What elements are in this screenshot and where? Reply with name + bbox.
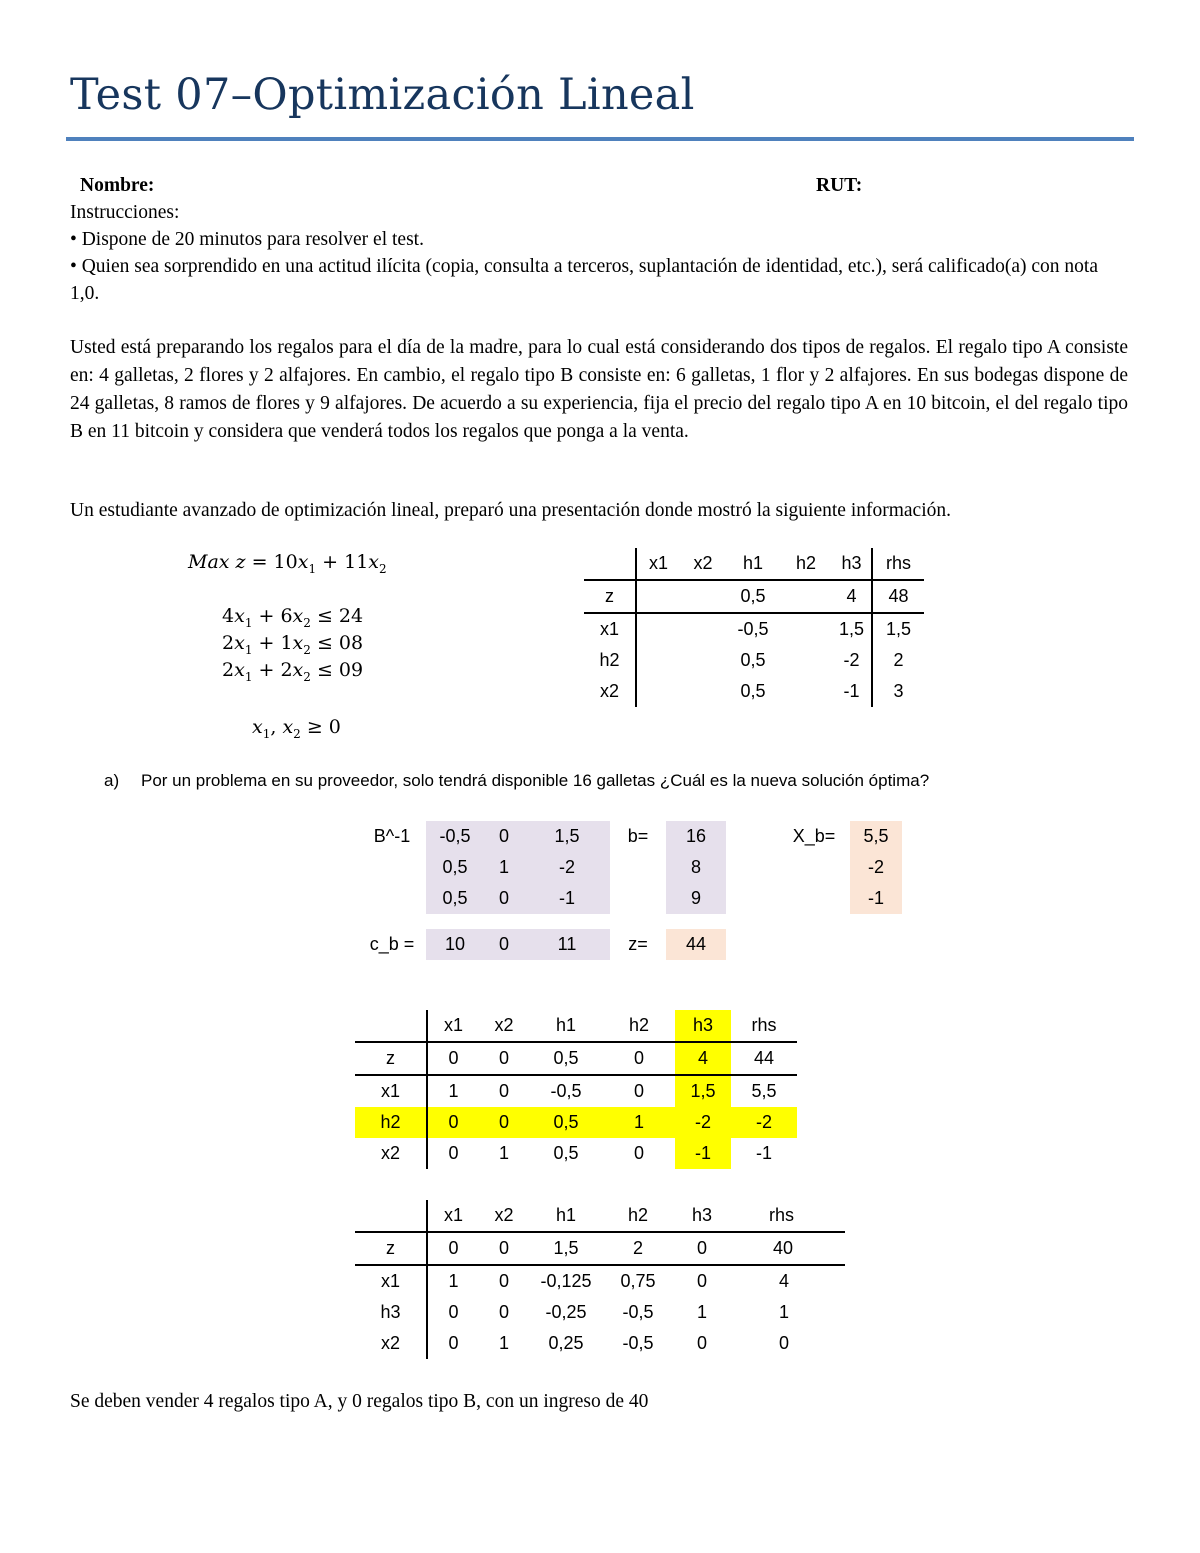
table-cell: 0 bbox=[696, 1333, 707, 1353]
table-cell bbox=[355, 1200, 427, 1232]
table-cell: rhs bbox=[731, 1200, 845, 1232]
table-cell bbox=[636, 580, 680, 613]
question-label: a) bbox=[104, 771, 120, 790]
matrix-cell: 1 bbox=[484, 852, 524, 883]
table-cell: h2 bbox=[603, 1010, 675, 1042]
table-cell: 3 bbox=[872, 676, 924, 707]
table-cell: 0 bbox=[498, 1271, 509, 1291]
table-cell: 0,5 bbox=[553, 1143, 579, 1163]
conclusion: Se deben vender 4 regalos tipo A, y 0 regalos tipo B, con un ingreso de 40 bbox=[70, 1391, 649, 1412]
table-cell: 4 bbox=[832, 580, 872, 613]
table-cell: 40 bbox=[731, 1232, 845, 1265]
table-cell bbox=[680, 676, 726, 707]
table-cell: 0,25 bbox=[548, 1333, 584, 1353]
tableau-initial bbox=[584, 548, 924, 707]
table-cell: h3 bbox=[673, 1200, 731, 1232]
table-cell bbox=[584, 548, 636, 580]
table-row bbox=[584, 676, 924, 707]
table-row bbox=[355, 1328, 845, 1359]
table-cell: 1 bbox=[498, 1333, 509, 1353]
table-cell: -0,5 bbox=[737, 619, 769, 639]
table-cell bbox=[780, 580, 832, 613]
table-cell bbox=[780, 613, 832, 645]
table-cell: 1 bbox=[498, 1143, 509, 1163]
instruction-item: • Dispone de 20 minutos para resolver el test. bbox=[70, 229, 424, 250]
matrix-cell: 0 bbox=[484, 821, 524, 852]
table-cell: 0,75 bbox=[620, 1271, 656, 1291]
table-row bbox=[355, 1232, 845, 1265]
matrix-row bbox=[358, 883, 902, 914]
table-cell: x2 bbox=[479, 1200, 529, 1232]
table-cell: x1 bbox=[427, 1200, 479, 1232]
nonnegativity-constraint: $x_1$, $x_2 \ge 0$ bbox=[252, 716, 341, 741]
table-cell: h2 bbox=[599, 650, 620, 670]
table-row bbox=[355, 1138, 797, 1169]
table-cell: 48 bbox=[872, 580, 924, 613]
matrix-row bbox=[358, 929, 902, 960]
table-cell: 0 bbox=[779, 1333, 790, 1353]
table-cell: 0 bbox=[673, 1232, 731, 1265]
table-cell: h3 bbox=[675, 1010, 731, 1042]
matrix-cell: 8 bbox=[666, 852, 726, 883]
table-header-row bbox=[584, 548, 924, 580]
matrix-cell: 9 bbox=[666, 883, 726, 914]
table-cell: -0,125 bbox=[540, 1271, 592, 1291]
table-cell: 1 bbox=[603, 1107, 675, 1138]
table-cell: 0 bbox=[479, 1232, 529, 1265]
table-cell: rhs bbox=[872, 548, 924, 580]
table-cell: -0,5 bbox=[622, 1333, 654, 1353]
table-cell: x2 bbox=[680, 548, 726, 580]
constraint-2: $2x_1 + 1x_2 \le 08$ bbox=[222, 632, 364, 657]
table-cell: 0,5 bbox=[726, 580, 780, 613]
table-header-row bbox=[355, 1200, 845, 1232]
intro-paragraph: Un estudiante avanzado de optimización lineal, preparó una presentación donde mostró la siguiente información. bbox=[70, 500, 951, 521]
tableau-final bbox=[355, 1200, 845, 1359]
nombre-label: Nombre: bbox=[80, 175, 155, 196]
table-cell: x1 bbox=[380, 1081, 400, 1101]
table-cell bbox=[680, 645, 726, 676]
table-cell: -1 bbox=[843, 681, 860, 701]
matrix-cell: -2 bbox=[524, 852, 610, 883]
table-cell: h2 bbox=[780, 548, 832, 580]
title-underline bbox=[66, 137, 1134, 141]
table-cell: 0 bbox=[427, 1107, 479, 1138]
table-cell: h1 bbox=[529, 1200, 603, 1232]
xb-label: X_b= bbox=[792, 826, 836, 846]
table-cell: 0,5 bbox=[529, 1042, 603, 1075]
table-cell: x2 bbox=[380, 1333, 400, 1353]
table-cell: z bbox=[584, 580, 636, 613]
table-cell: 0 bbox=[427, 1232, 479, 1265]
table-cell: 0 bbox=[633, 1143, 644, 1163]
table-cell: x2 bbox=[479, 1010, 529, 1042]
matrix-cell: 0 bbox=[484, 929, 524, 960]
instructions-heading: Instrucciones: bbox=[70, 202, 180, 223]
table-cell: 0 bbox=[427, 1328, 479, 1359]
table-header-row bbox=[355, 1010, 797, 1042]
page-title: Test 07–Optimización Lineal bbox=[70, 70, 695, 120]
table-row bbox=[355, 1265, 845, 1297]
table-cell: z bbox=[355, 1232, 427, 1265]
table-cell: 0,5 bbox=[740, 650, 766, 670]
matrix-cell: 0,5 bbox=[426, 852, 484, 883]
rut-label: RUT: bbox=[816, 175, 863, 196]
table-cell: 1,5 bbox=[529, 1232, 603, 1265]
matrix-block bbox=[358, 821, 902, 960]
matrix-row bbox=[358, 821, 902, 852]
z-label: z= bbox=[628, 934, 648, 954]
b-label: b= bbox=[627, 826, 649, 846]
matrix-cell: 1,5 bbox=[524, 821, 610, 852]
table-cell: -2 bbox=[843, 650, 860, 670]
instruction-item: • Quien sea sorprendido en una actitud ilícita (copia, consulta a terceros, suplantación de identidad, etc.), será calificado(a) con nota 1,0. bbox=[70, 256, 1098, 304]
table-cell: 0 bbox=[479, 1042, 529, 1075]
table-cell: h1 bbox=[726, 548, 780, 580]
table-cell: 2 bbox=[872, 645, 924, 676]
table-cell: 1 bbox=[427, 1075, 479, 1107]
table-cell bbox=[780, 676, 832, 707]
table-cell: 1 bbox=[696, 1302, 707, 1322]
table-cell: 0,5 bbox=[529, 1107, 603, 1138]
matrix-cell: -1 bbox=[850, 883, 902, 914]
table-cell: x2 bbox=[380, 1143, 400, 1163]
table-cell: 0,5 bbox=[740, 681, 766, 701]
table-cell: -2 bbox=[731, 1107, 797, 1138]
table-cell: 0 bbox=[498, 1302, 509, 1322]
table-cell: x1 bbox=[636, 548, 680, 580]
question-text: Por un problema en su proveedor, solo tendrá disponible 16 galletas ¿Cuál es la nueva solución óptima? bbox=[141, 771, 930, 790]
table-cell: 0 bbox=[498, 1081, 509, 1101]
table-row-pivot bbox=[355, 1107, 797, 1138]
table-cell: x1 bbox=[380, 1271, 400, 1291]
table-row bbox=[584, 613, 924, 645]
table-cell: 1 bbox=[779, 1302, 790, 1322]
table-cell: h2 bbox=[603, 1200, 673, 1232]
table-cell: 0 bbox=[696, 1271, 707, 1291]
matrix-cell: -1 bbox=[524, 883, 610, 914]
problem-statement: Usted está preparando los regalos para el día de la madre, para lo cual está considerando dos tipos de regalos. El regalo tipo A consiste en: 4 galletas, 2 flores y 2 alfajores. En cambio, el regalo tipo B consiste en: 6 galletas, 1 flor y 2 alfajores. En sus bodegas dispone de 24 galletas, 8 ramos de flores y 9 alfajores. De acuerdo a su experiencia, fija el precio del regalo tipo A en 10 bitcoin, el del regalo tipo B en 11 bitcoin y considera que venderá todos los regalos que ponga a la venta. bbox=[70, 337, 1128, 442]
matrix-cell: 10 bbox=[426, 929, 484, 960]
table-cell bbox=[355, 1010, 427, 1042]
matrix-cell: -0,5 bbox=[426, 821, 484, 852]
table-cell: -2 bbox=[675, 1107, 731, 1138]
table-cell: x1 bbox=[427, 1010, 479, 1042]
table-cell: x2 bbox=[599, 681, 619, 701]
tableau-updated bbox=[355, 1010, 797, 1169]
table-cell: -0,5 bbox=[622, 1302, 654, 1322]
table-cell: -1 bbox=[675, 1138, 731, 1169]
constraint-3: $2x_1 + 2x_2 \le 09$ bbox=[222, 659, 364, 684]
table-cell: 0 bbox=[603, 1042, 675, 1075]
table-cell: 4 bbox=[675, 1042, 731, 1075]
table-cell bbox=[636, 613, 680, 645]
table-cell: h1 bbox=[529, 1010, 603, 1042]
table-cell: h3 bbox=[832, 548, 872, 580]
table-cell: 1 bbox=[427, 1265, 479, 1297]
table-cell: h3 bbox=[380, 1302, 401, 1322]
table-row bbox=[355, 1075, 797, 1107]
matrix-cell: 11 bbox=[524, 929, 610, 960]
table-cell: z bbox=[355, 1042, 427, 1075]
table-cell bbox=[680, 580, 726, 613]
table-cell: -0,25 bbox=[545, 1302, 587, 1322]
matrix-cell: 0 bbox=[484, 883, 524, 914]
matrix-cell: 44 bbox=[666, 929, 726, 960]
table-cell: 1,5 bbox=[838, 619, 865, 639]
table-cell: 1,5 bbox=[872, 613, 924, 645]
table-cell: x1 bbox=[599, 619, 619, 639]
table-cell: h2 bbox=[355, 1107, 427, 1138]
table-row bbox=[355, 1042, 797, 1075]
matrix-cell: 16 bbox=[666, 821, 726, 852]
cb-label: c_b = bbox=[369, 934, 415, 954]
matrix-cell: 5,5 bbox=[850, 821, 902, 852]
table-cell: rhs bbox=[731, 1010, 797, 1042]
objective-function: Max $z = 10x_1 + 11x_2$ bbox=[188, 551, 387, 576]
table-cell: 4 bbox=[779, 1271, 790, 1291]
table-cell: 0 bbox=[427, 1297, 479, 1328]
table-cell: 5,5 bbox=[751, 1081, 777, 1101]
constraint-1: $4x_1 + 6x_2 \le 24$ bbox=[222, 605, 364, 630]
table-cell bbox=[780, 645, 832, 676]
table-cell: 2 bbox=[603, 1232, 673, 1265]
table-row bbox=[584, 645, 924, 676]
table-cell: -1 bbox=[755, 1143, 772, 1163]
table-row bbox=[355, 1297, 845, 1328]
table-cell bbox=[680, 613, 726, 645]
matrix-row bbox=[358, 852, 902, 883]
table-cell bbox=[636, 676, 680, 707]
table-cell: 1,5 bbox=[675, 1075, 731, 1107]
table-cell: 0 bbox=[427, 1138, 479, 1169]
binv-label: B^-1 bbox=[373, 826, 411, 846]
table-cell: 0 bbox=[633, 1081, 644, 1101]
table-cell: 0 bbox=[479, 1107, 529, 1138]
table-cell: 0 bbox=[427, 1042, 479, 1075]
table-cell: -0,5 bbox=[550, 1081, 582, 1101]
table-row bbox=[584, 580, 924, 613]
table-cell: 44 bbox=[731, 1042, 797, 1075]
matrix-cell: 0,5 bbox=[426, 883, 484, 914]
table-cell bbox=[636, 645, 680, 676]
matrix-cell: -2 bbox=[850, 852, 902, 883]
